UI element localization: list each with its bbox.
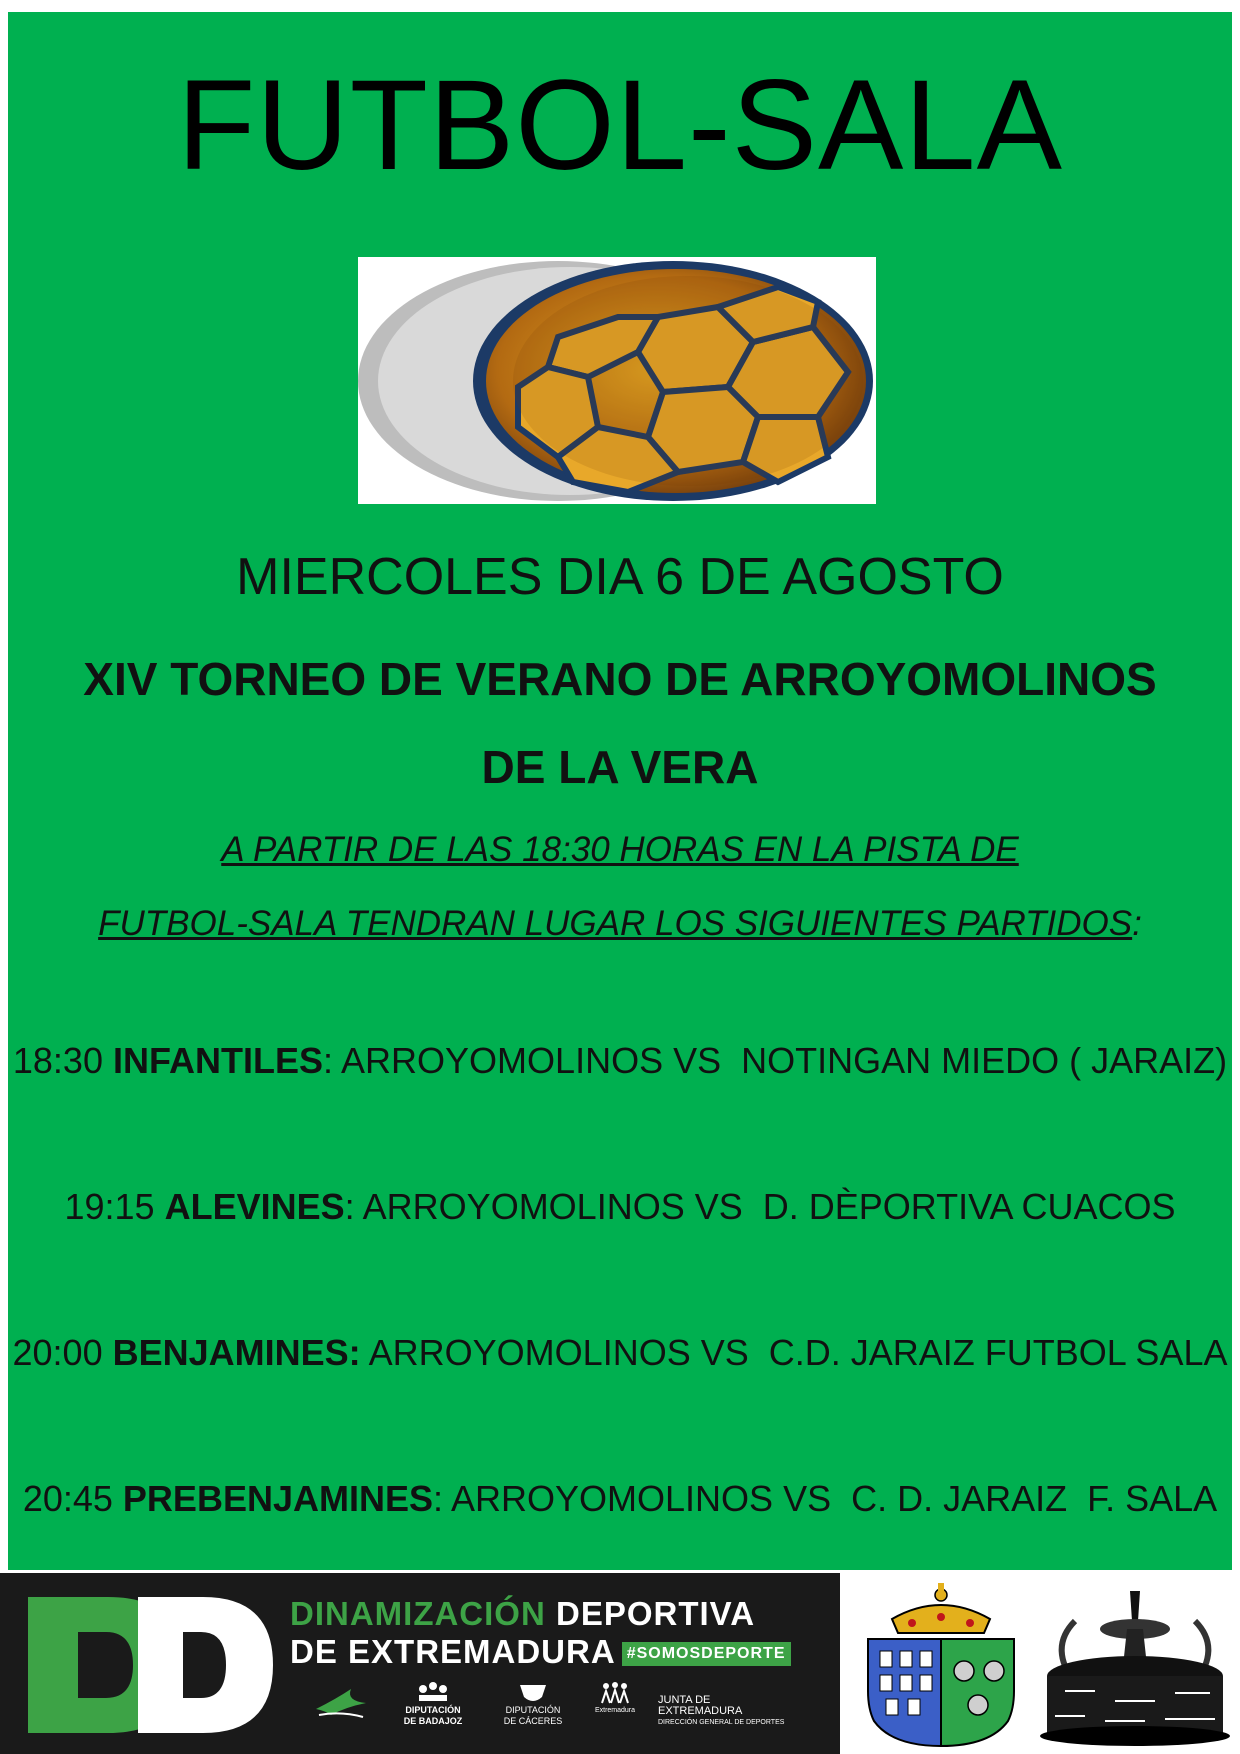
- intro-line1: [8, 830, 1232, 870]
- intro-line2: [8, 904, 1232, 944]
- poster-title: FUTBOL-SALA: [177, 54, 1063, 197]
- intro-line2-colon: :: [1132, 904, 1142, 943]
- hashtag-badge: #SOMOSDEPORTE: [622, 1642, 791, 1666]
- match-teams: ARROYOMOLINOS VS NOTINGAN MIEDO ( JARAIZ): [341, 1040, 1228, 1081]
- intro-line2-text: FUTBOL-SALA TENDRAN LUGAR LOS SIGUIENTES PARTIDOS: [98, 904, 1133, 943]
- match-row: [8, 1332, 1232, 1374]
- diputacion-badajoz-logo: [388, 1681, 478, 1727]
- match-separator: :: [432, 1478, 443, 1519]
- tournament-title-line1: XIV TORNEO DE VERANO DE ARROYOMOLINOS: [83, 653, 1157, 705]
- match-category: BENJAMINES:: [112, 1332, 361, 1373]
- match-row: [8, 1478, 1232, 1520]
- municipal-coat-of-arms-icon: [852, 1581, 1030, 1751]
- match-teams: ARROYOMOLINOS VS C.D. JARAIZ FUTBOL SALA: [368, 1332, 1228, 1373]
- program-word2: DEPORTIVA: [555, 1595, 756, 1632]
- intro-line1-text: A PARTIR DE LAS 18:30 HORAS EN LA PISTA DE: [221, 830, 1019, 869]
- match-time: 20:00: [12, 1332, 103, 1373]
- bird-logo-icon: [306, 1681, 376, 1721]
- extremadura-logo: [580, 1681, 650, 1716]
- match-category: INFANTILES: [112, 1040, 323, 1081]
- tournament-title-line2: DE LA VERA: [481, 741, 759, 793]
- figures-icon: [598, 1681, 632, 1705]
- sponsor-sub: DIRECCIÓN GENERAL DE DEPORTES: [658, 1719, 785, 1726]
- sponsor-name: JUNTA DE EXTREMADURA: [658, 1694, 743, 1717]
- fountain-drawing-icon: [1035, 1581, 1235, 1751]
- crown-icon: [415, 1681, 451, 1705]
- match-teams: ARROYOMOLINOS VS C. D. JARAIZ F. SALA: [451, 1478, 1218, 1519]
- program-name-line2: [290, 1633, 791, 1671]
- match-row: [8, 1040, 1232, 1082]
- footer: [0, 1573, 1240, 1754]
- program-line2-text: DE EXTREMADURA: [290, 1633, 616, 1670]
- sponsor-name: DIPUTACIÓN: [505, 1705, 561, 1715]
- match-time: 18:30: [12, 1040, 103, 1081]
- sponsor-sub: DE CÁCERES: [503, 1716, 563, 1726]
- match-separator: :: [323, 1040, 334, 1081]
- junta-extremadura-logo: [658, 1695, 793, 1728]
- match-category: ALEVINES: [164, 1186, 345, 1227]
- emblem-icon: [516, 1681, 550, 1705]
- futsal-ball-image: [358, 257, 876, 504]
- match-time: 19:15: [64, 1186, 155, 1227]
- match-row: [8, 1186, 1232, 1228]
- sponsor-name: Extremadura: [594, 1707, 636, 1714]
- event-date: MIERCOLES DIA 6 DE AGOSTO: [236, 548, 1004, 606]
- sponsor-name: DIPUTACIÓN: [405, 1705, 461, 1715]
- match-teams: ARROYOMOLINOS VS D. DÈPORTIVA CUACOS: [362, 1186, 1176, 1227]
- sponsor-logos: [318, 1681, 788, 1749]
- poster: [8, 12, 1232, 1570]
- sponsor-sub: DE BADAJOZ: [403, 1716, 463, 1726]
- program-word1: DINAMIZACIÓN: [290, 1595, 546, 1632]
- match-category: PREBENJAMINES: [122, 1478, 433, 1519]
- match-time: 20:45: [22, 1478, 113, 1519]
- dd-logo-icon: [18, 1587, 278, 1742]
- program-name-line1: [290, 1595, 755, 1633]
- match-separator: :: [344, 1186, 355, 1227]
- diputacion-caceres-logo: [488, 1681, 578, 1727]
- program-banner: [0, 1573, 840, 1754]
